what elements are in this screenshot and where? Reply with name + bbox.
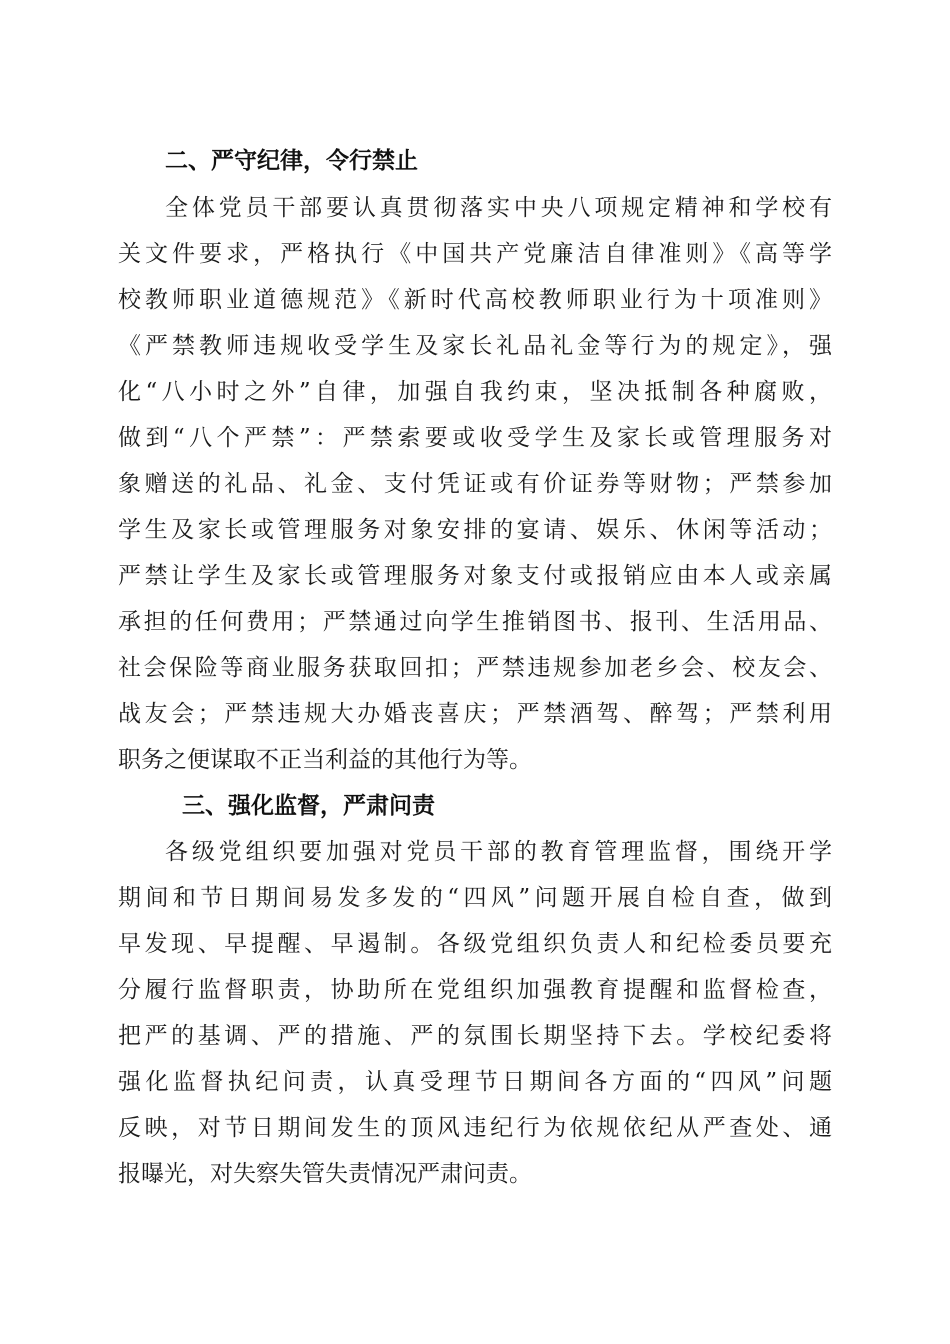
section-2-line: 承担的任何费用；严禁通过向学生推销图书、报刊、生活用品、 <box>118 609 832 635</box>
section-2-line: 校教师职业道德规范》《新时代高校教师职业行为十项准则》 <box>118 287 832 313</box>
section-3-line: 分履行监督职责，协助所在党组织加强教育提醒和监督检查， <box>118 977 832 1003</box>
section-3-heading: 三、强化监督，严肃问责 <box>182 793 435 819</box>
section-2-line: 战友会；严禁违规大办婚丧喜庆；严禁酒驾、醉驾；严禁利用 <box>118 701 832 727</box>
section-3-line: 早发现、早提醒、早遏制。各级党组织负责人和纪检委员要充 <box>118 931 832 957</box>
section-2-line: 《严禁教师违规收受学生及家长礼品礼金等行为的规定》，强 <box>118 333 832 359</box>
section-2-line: 象赠送的礼品、礼金、支付凭证或有价证券等财物；严禁参加 <box>118 471 832 497</box>
section-3-line: 各级党组织要加强对党员干部的教育管理监督，围绕开学 <box>165 839 832 865</box>
section-2-line: 社会保险等商业服务获取回扣；严禁违规参加老乡会、校友会、 <box>118 655 832 681</box>
section-2-line: 做到“八个严禁”：严禁索要或收受学生及家长或管理服务对 <box>118 425 832 451</box>
section-2-line: 化“八小时之外”自律，加强自我约束，坚决抵制各种腐败， <box>118 379 832 405</box>
section-2-line: 全体党员干部要认真贯彻落实中央八项规定精神和学校有 <box>165 195 832 221</box>
section-3-line: 强化监督执纪问责，认真受理节日期间各方面的“四风”问题 <box>118 1069 832 1095</box>
section-3-line: 反映，对节日期间发生的顶风违纪行为依规依纪从严查处、通 <box>118 1115 832 1141</box>
section-3-line: 报曝光，对失察失管失责情况严肃问责。 <box>118 1161 532 1187</box>
section-3-line: 期间和节日期间易发多发的“四风”问题开展自检自查，做到 <box>118 885 832 911</box>
section-2-heading: 二、严守纪律，令行禁止 <box>165 148 418 174</box>
section-2-line: 关文件要求，严格执行《中国共产党廉洁自律准则》《高等学 <box>118 241 832 267</box>
section-2-line: 严禁让学生及家长或管理服务对象支付或报销应由本人或亲属 <box>118 563 832 589</box>
section-2-line: 职务之便谋取不正当利益的其他行为等。 <box>118 747 532 773</box>
section-2-line: 学生及家长或管理服务对象安排的宴请、娱乐、休闲等活动； <box>118 517 832 543</box>
section-3-line: 把严的基调、严的措施、严的氛围长期坚持下去。学校纪委将 <box>118 1023 832 1049</box>
